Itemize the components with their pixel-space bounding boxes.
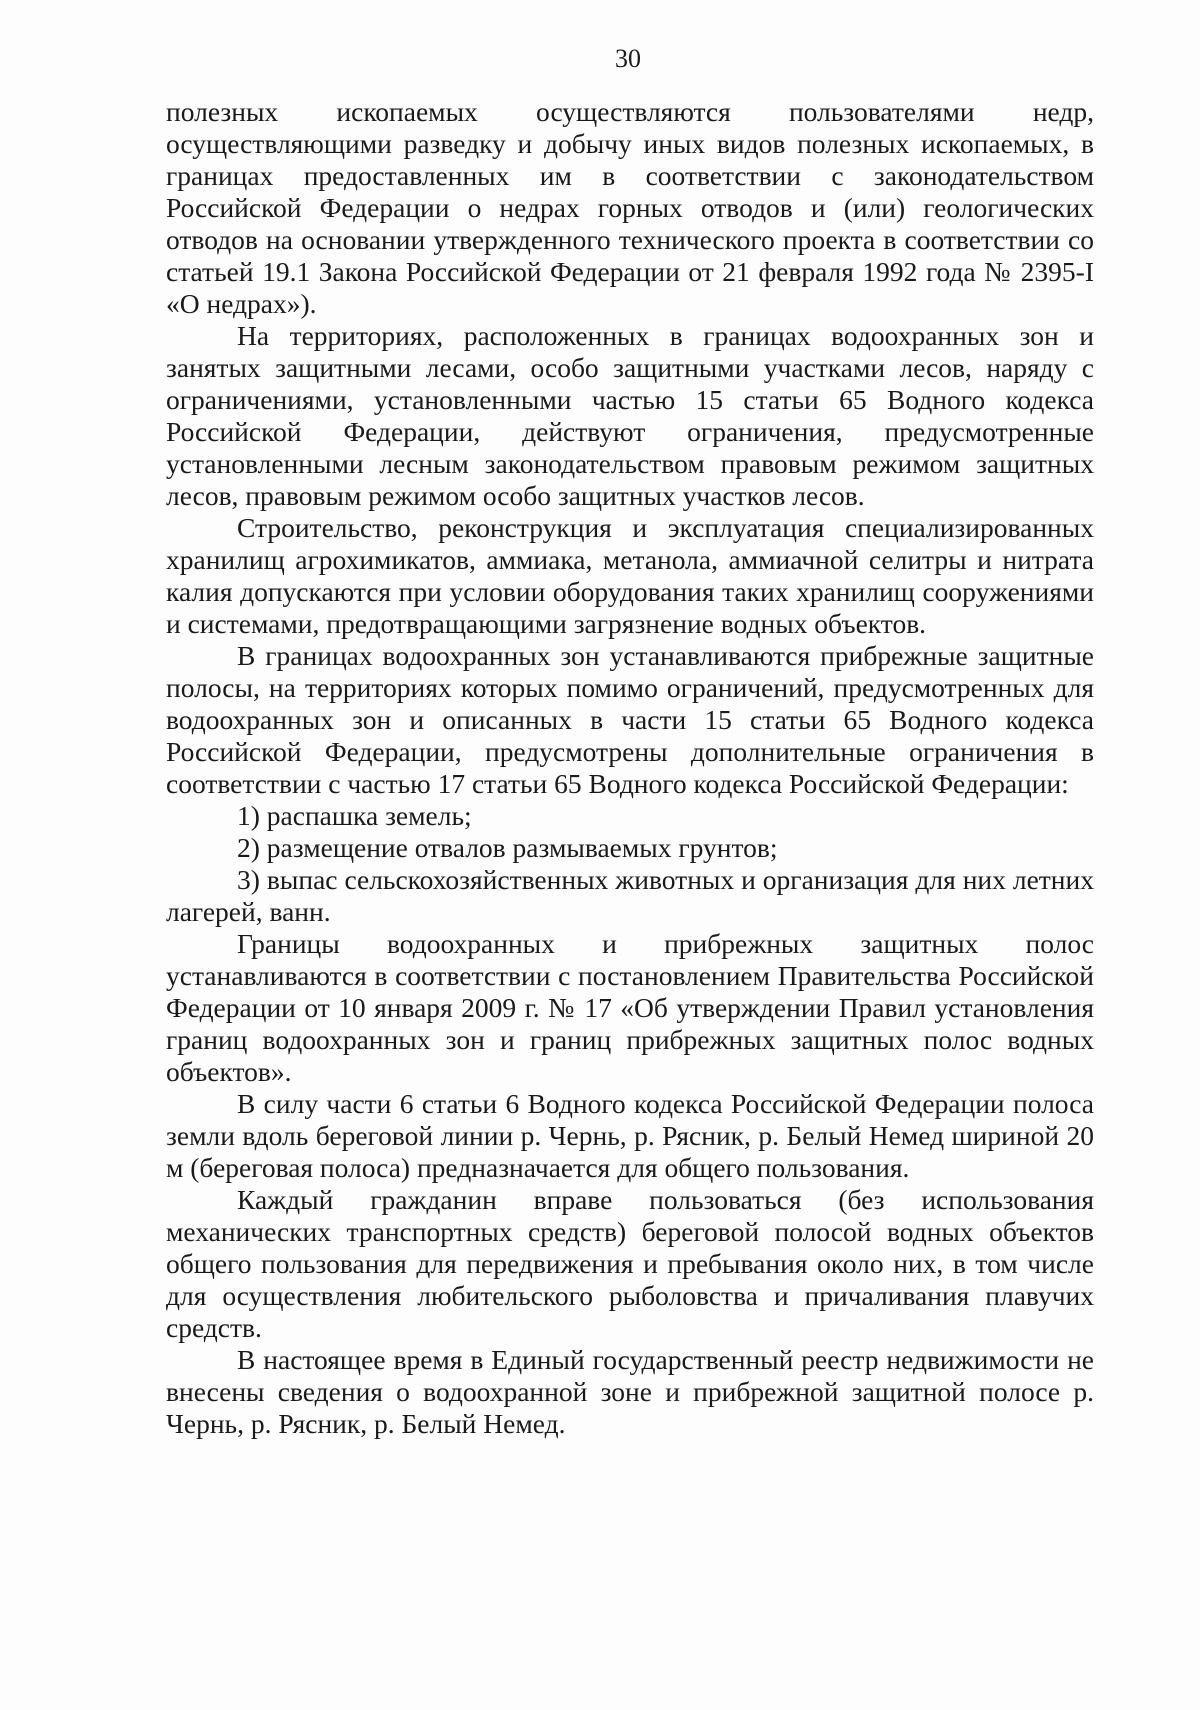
paragraph-storage-facilities: Строительство, реконструкция и эксплуатация специализированных хранилищ агрохимикатов, аммиака, метанола, аммиачной селитры и нитрата калия допускаются при условии оборудования таких хранилищ сооружениями и системами, предотвращающими загрязнение водных объектов. — [166, 512, 1094, 639]
paragraph-protective-forests: На территориях, расположенных в границах водоохранных зон и занятых защитными лесами, особо защитными участками лесов, наряду с ограничениями, установленными частью 15 статьи 65 Водного кодекса Российской Федерации, действуют ограничения, предусмотренные установленными лесным законодательством правовым режимом защитных лесов, правовым режимом особо защитных участков лесов. — [166, 320, 1094, 511]
list-item-1: 1) распашка земель; — [237, 800, 472, 831]
paragraph-shore-strip: В силу части 6 статьи 6 Водного кодекса Российской Федерации полоса земли вдоль береговой линии р. Чернь, р. Рясник, р. Белый Немед шириной 20 м (береговая полоса) предназначается для общего пользования. — [166, 1088, 1094, 1183]
document-body — [166, 96, 1094, 1440]
list-item-2: 2) размещение отвалов размываемых грунтов; — [237, 832, 778, 863]
paragraph-registry: В настоящее время в Единый государственный реестр недвижимости не внесены сведения о водоохранной зоне и прибрежной защитной полосе р. Чернь, р. Рясник, р. Белый Немед. — [166, 1344, 1094, 1439]
paragraph-continuation: полезных ископаемых осуществляются пользователями недр, осуществляющими разведку и добычу иных видов полезных ископаемых, в границах предоставленных им в соответствии с законодательством Российской Федерации о недрах горных отводов и (или) геологических отводов на основании утвержденного технического проекта в соответствии со статьей 19.1 Закона Российской Федерации от 21 февраля 1992 года № 2395-I «О недрах»). — [166, 96, 1094, 319]
paragraph-coastal-strips: В границах водоохранных зон устанавливаются прибрежные защитные полосы, на территориях которых помимо ограничений, предусмотренных для водоохранных зон и описанных в части 15 статьи 65 Водного кодекса Российской Федерации, предусмотрены дополнительные ограничения в соответствии с частью 17 статьи 65 Водного кодекса Российской Федерации: — [166, 640, 1094, 799]
list-item-3: 3) выпас сельскохозяйственных животных и организация для них летних лагерей, ванн. — [166, 864, 1094, 927]
page-number: 30 — [615, 44, 641, 73]
paragraph-citizen-rights: Каждый гражданин вправе пользоваться (без использования механических транспортных средств) береговой полосой водных объектов общего пользования для передвижения и пребывания около них, в том числе для осуществления любительского рыболовства и причаливания плавучих средств. — [166, 1184, 1094, 1343]
paragraph-boundaries: Границы водоохранных и прибрежных защитных полос устанавливаются в соответствии с постановлением Правительства Российской Федерации от 10 января 2009 г. № 17 «Об утверждении Правил установления границ водоохранных зон и границ прибрежных защитных полос водных объектов». — [166, 928, 1094, 1087]
